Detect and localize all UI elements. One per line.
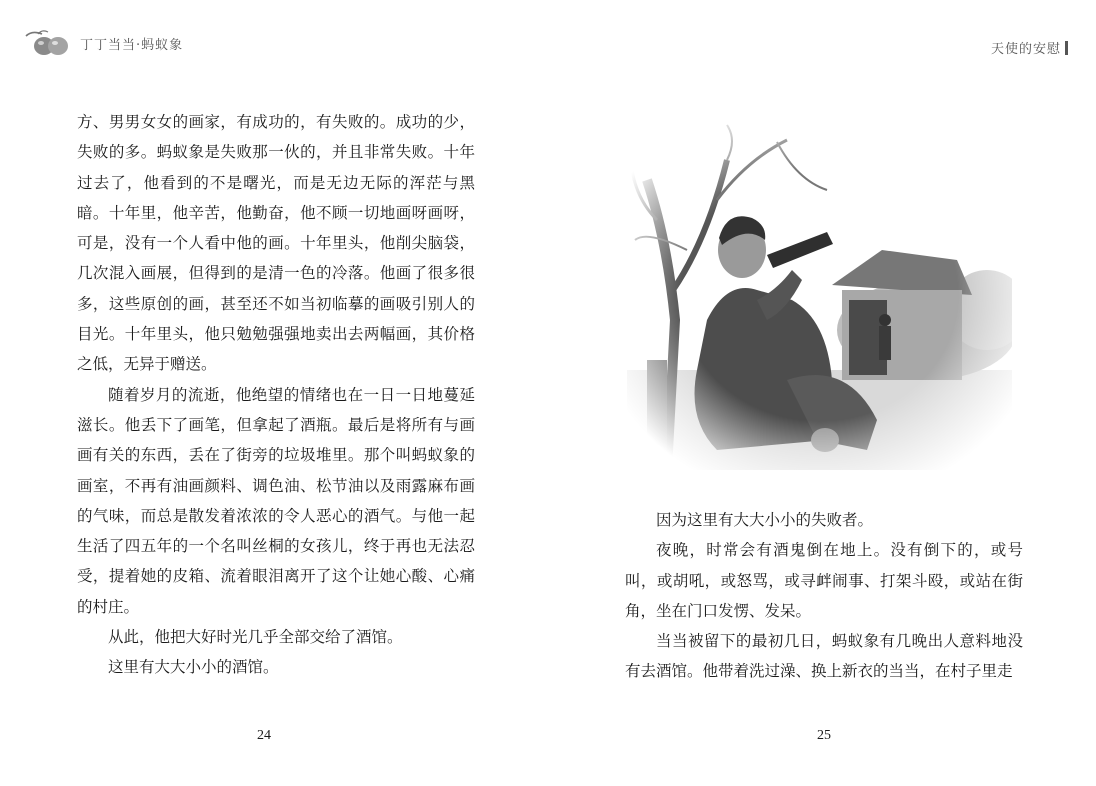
header-right	[991, 38, 1068, 57]
left-page-text	[77, 107, 475, 683]
right-paragraph-2: 夜晚，时常会有酒鬼倒在地上。没有倒下的，或号叫，或胡吼，或怒骂，或寻衅闹事、打架斗殴，或站在街角，坐在门口发愣、发呆。	[625, 541, 1023, 620]
chapter-title: 天使的安慰	[990, 42, 1061, 57]
chapter-bar	[1065, 41, 1068, 55]
right-paragraph-3: 当当被留下的最初几日，蚂蚁象有几晚出人意料地没有去酒馆。他带着洗过澡、换上新衣的当当，在村子里走	[625, 632, 1023, 681]
left-paragraph-1: 方、男男女女的画家，有成功的，有失败的。成功的少，失败的多。蚂蚁象是失败那一伙的，并且非常失败。十年过去了，他看到的不是曙光，而是无边无际的浑茫与黑暗。十年里，他辛苦，他勤奋，他不顾一切地画呀画呀，可是，没有一个人看中他的画。十年里头，他削尖脑袋，几次混入画展，但得到的是清一色的冷落。他画了很多很多，这些原创的画，甚至还不如当初临摹的画吸引别人的目光。十年里头，他只勉勉强强地卖出去两幅画，其价格之低，无异于赠送。	[77, 113, 475, 374]
illustration-drinking-man	[627, 120, 1012, 470]
right-paragraph-1: 因为这里有大大小小的失败者。	[656, 511, 874, 529]
series-title: 丁丁当当·蚂蚁象	[80, 37, 184, 53]
left-paragraph-3: 从此，他把大好时光几乎全部交给了酒馆。	[108, 628, 403, 647]
fruit-logo-icon	[24, 28, 72, 58]
left-paragraph-2: 随着岁月的流逝，他绝望的情绪也在一日一日地蔓延滋长。他丢下了画笔，但拿起了酒瓶。最后是将所有与画画有关的东西，丢在了街旁的垃圾堆里。那个叫蚂蚁象的画室，不再有油画颜料、调色油、松节油以及雨露麻布画的气味，而总是散发着浓浓的令人恶心的酒气。与他一起生活了四五年的一个名叫丝桐的女孩儿，终于再也无法忍受，提着她的皮箱、流着眼泪离开了这个让她心酸、心痛的村庄。	[77, 385, 475, 616]
header-left	[24, 28, 183, 58]
page-number-right: 25	[817, 728, 831, 743]
left-paragraph-4: 这里有大大小小的酒馆。	[108, 658, 279, 677]
page-number-left: 24	[257, 728, 271, 743]
right-page-text	[625, 505, 1023, 687]
